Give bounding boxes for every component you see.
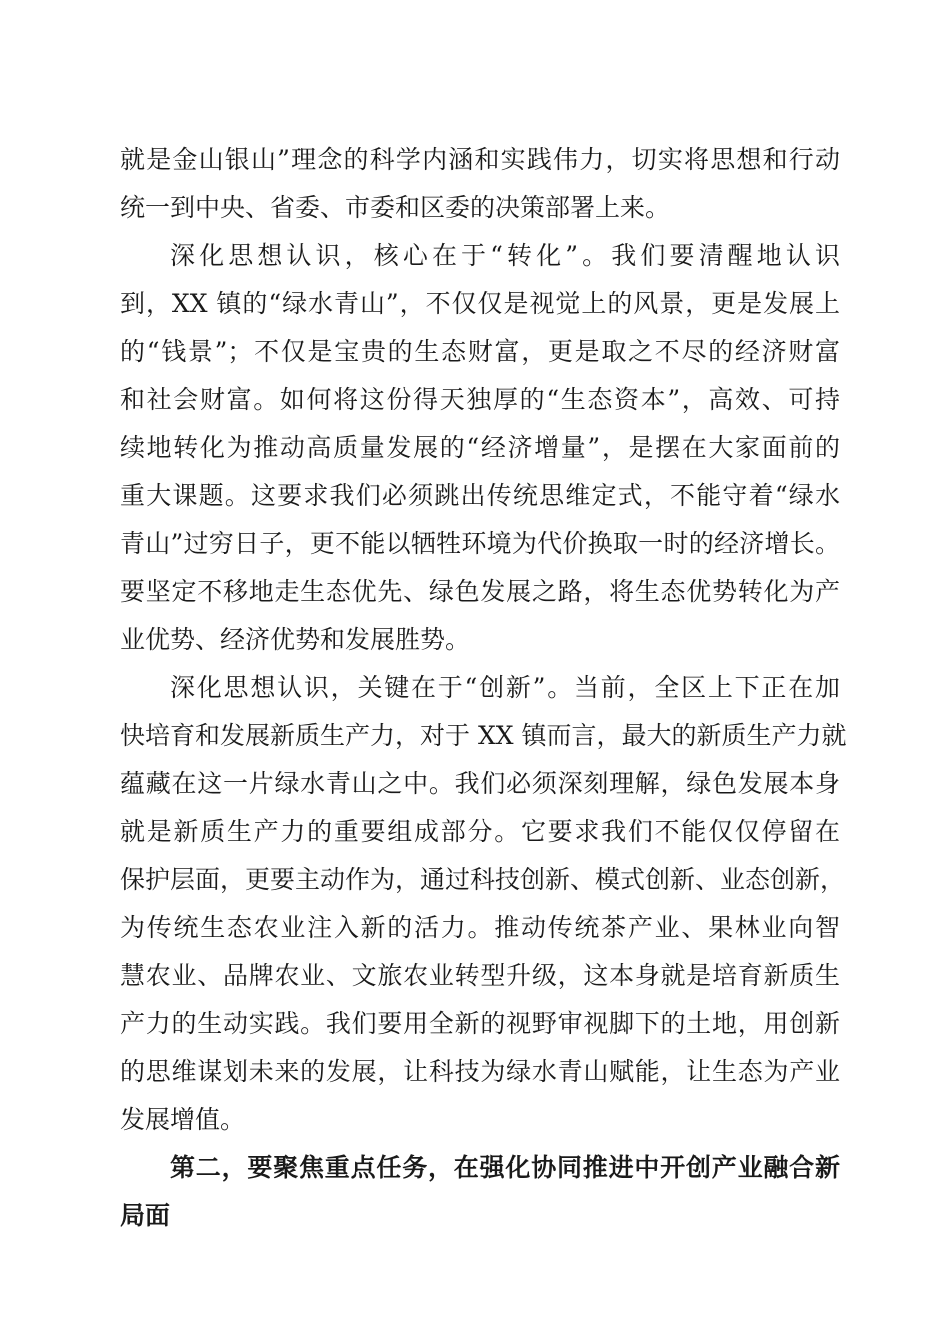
- text-line: 就是金山银山”理念的科学内涵和实践伟力，切实将思想和行动: [120, 145, 840, 174]
- text-line: 发展增值。: [120, 1105, 246, 1134]
- text-line: 深化思想认识，关键在于“创新”。当前，全区上下正在加: [170, 673, 840, 702]
- text-line: 的思维谋划未来的发展，让科技为绿水青山赋能，让生态为产业: [120, 1057, 840, 1086]
- text-line: 产力的生动实践。我们要用全新的视野审视脚下的土地，用创新: [120, 1009, 840, 1038]
- text-line: 和社会财富。如何将这份得天独厚的“生态资本”，高效、可持: [120, 385, 840, 414]
- text-line: 统一到中央、省委、市委和区委的决策部署上来。: [120, 193, 671, 222]
- text-line: 快培育和发展新质生产力，对于 XX 镇而言，最大的新质生产力就: [120, 721, 847, 750]
- text-line: 的“钱景”；不仅是宝贵的生态财富，更是取之不尽的经济财富: [120, 337, 840, 366]
- text-line: 蕴藏在这一片绿水青山之中。我们必须深刻理解，绿色发展本身: [120, 769, 840, 798]
- text-line: 深化思想认识，核心在于“转化”。我们要清醒地认识: [170, 241, 840, 270]
- text-line: 到，XX 镇的“绿水青山”，不仅仅是视觉上的风景，更是发展上: [120, 289, 840, 318]
- text-line: 续地转化为推动高质量发展的“经济增量”，是摆在大家面前的: [120, 433, 840, 462]
- text-line: 慧农业、品牌农业、文旅农业转型升级，这本身就是培育新质生: [120, 961, 840, 990]
- text-line: 就是新质生产力的重要组成部分。它要求我们不能仅仅停留在: [120, 817, 840, 846]
- text-line: 保护层面，更要主动作为，通过科技创新、模式创新、业态创新，: [120, 865, 846, 894]
- text-line: 重大课题。这要求我们必须跳出传统思维定式，不能守着“绿水: [120, 481, 840, 510]
- section-heading-line: 局面: [120, 1201, 171, 1230]
- text-line: 青山”过穷日子，更不能以牺牲环境为代价换取一时的经济增长。: [120, 529, 840, 558]
- text-line: 业优势、经济优势和发展胜势。: [120, 625, 471, 654]
- text-line: 为传统生态农业注入新的活力。推动传统茶产业、果林业向智: [120, 913, 840, 942]
- text-line: 要坚定不移地走生态优先、绿色发展之路，将生态优势转化为产: [120, 577, 840, 606]
- section-heading-line: 第二，要聚焦重点任务，在强化协同推进中开创产业融合新: [170, 1153, 840, 1182]
